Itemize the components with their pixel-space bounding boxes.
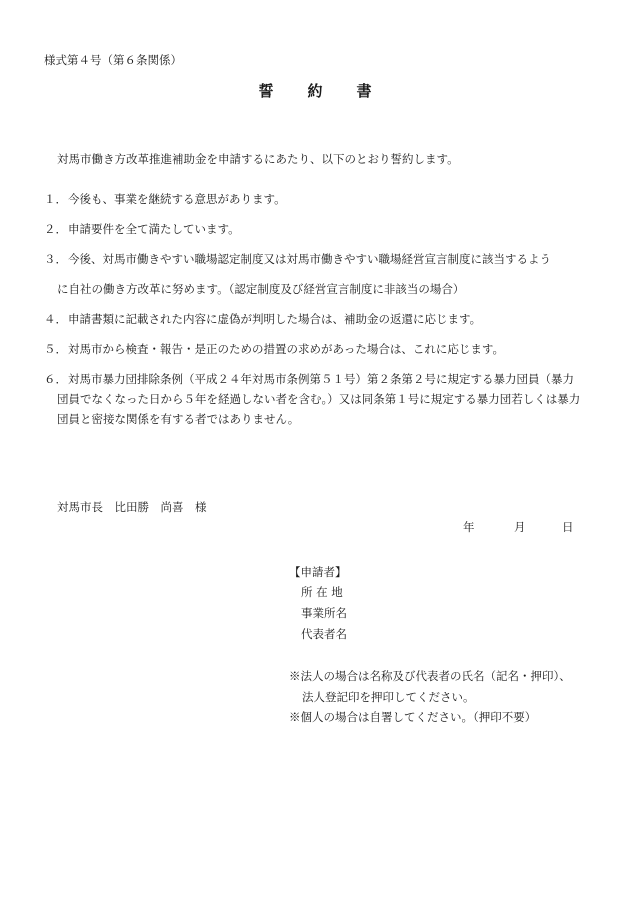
date-day: 日	[562, 520, 574, 534]
pledge-item-5	[44, 341, 504, 357]
pledge-text: 対馬市から検査・報告・是正のための措置の求めがあった場合は、これに応じます。	[68, 342, 504, 356]
address-label: 所 在 地	[301, 585, 343, 599]
pledge-item-3	[44, 251, 551, 267]
pledge-number: ５．	[44, 342, 67, 356]
pledge-item-6	[44, 371, 574, 387]
representative-label: 代表者名	[301, 627, 347, 641]
pledge-item-3-continuation: に自社の働き方改革に努めます。（認定制度及び経営宣言制度に非該当の場合）	[57, 282, 465, 296]
date-month: 月	[514, 520, 526, 534]
corporate-note-continuation: 法人登記印を押印してください。	[302, 690, 475, 704]
pledge-number: １．	[44, 192, 67, 206]
pledge-item-6-continuation: 団員と密接な関係を有する者ではありません。	[57, 412, 300, 426]
pledge-text: 今後、対馬市働きやすい職場認定制度又は対馬市働きやすい職場経営宣言制度に該当するよう	[68, 252, 551, 266]
pledge-number: ２．	[44, 222, 67, 236]
date-line	[463, 519, 574, 535]
page-title: 誓約書	[258, 82, 406, 100]
pledge-text: 今後も、事業を継続する意思があります。	[68, 192, 286, 206]
addressee: 対馬市長 比田勝 尚喜 様	[57, 500, 207, 514]
intro-text: 対馬市働き方改革推進補助金を申請するにあたり、以下のとおり誓約します。	[57, 152, 459, 166]
pledge-number: ４．	[44, 312, 67, 326]
applicant-heading: 【申請者】	[289, 565, 347, 579]
pledge-item-2	[44, 221, 240, 237]
pledge-number: ３．	[44, 252, 67, 266]
business-name-label: 事業所名	[301, 606, 347, 620]
individual-note: ※個人の場合は自署してください。（押印不要）	[289, 710, 537, 724]
pledge-text: 申請書類に記載された内容に虚偽が判明した場合は、補助金の返還に応じます。	[68, 312, 482, 326]
pledge-item-1	[44, 191, 286, 207]
corporate-note: ※法人の場合は名称及び代表者の氏名（記名・押印）、	[289, 669, 571, 683]
pledge-item-6-continuation: 団員でなくなった日から５年を経過しない者を含む。）又は同条第１号に規定する暴力団若しくは暴力	[57, 392, 581, 406]
date-year: 年	[463, 520, 475, 534]
form-number-label: 様式第４号（第６条関係）	[44, 53, 182, 67]
pledge-text: 申請要件を全て満たしています。	[68, 222, 240, 236]
pledge-number: ６．	[44, 372, 67, 386]
pledge-item-4	[44, 311, 481, 327]
pledge-text: 対馬市暴力団排除条例（平成２４年対馬市条例第５１号）第２条第２号に規定する暴力団員（暴力	[68, 372, 574, 386]
